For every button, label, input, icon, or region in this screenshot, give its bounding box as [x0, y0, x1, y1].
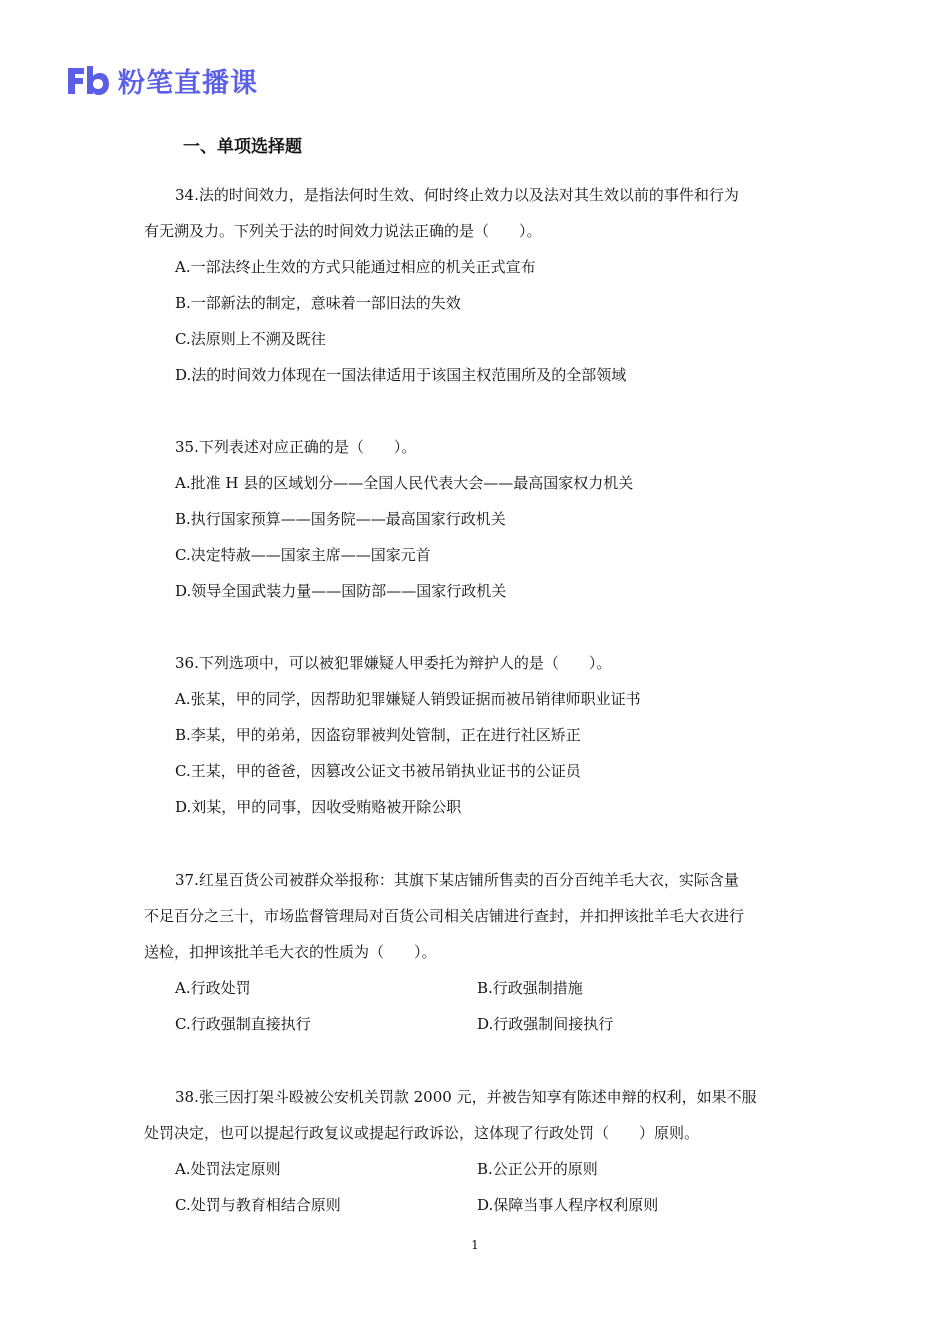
q34-stem-line2: 有无溯及力。下列关于法的时间效力说法正确的是（ ）。: [144, 222, 542, 240]
q35-option-a: A.批准 H 县的区域划分——全国人民代表大会——最高国家权力机关: [175, 474, 634, 492]
q36-stem: 36.下列选项中，可以被犯罪嫌疑人甲委托为辩护人的是（ ）。: [175, 654, 612, 672]
q34-option-d: D.法的时间效力体现在一国法律适用于该国主权范围所及的全部领域: [175, 366, 627, 384]
q34-option-a: A.一部法终止生效的方式只能通过相应的机关正式宣布: [175, 258, 536, 276]
q38-option-d: D.保障当事人程序权利原则: [477, 1196, 659, 1214]
q37-stem-line2: 不足百分之三十，市场监督管理局对百货公司相关店铺进行查封，并扣押该批羊毛大衣进行: [144, 907, 745, 925]
brand-logo: [66, 62, 258, 98]
q37-stem-line3: 送检，扣押该批羊毛大衣的性质为（ ）。: [144, 943, 437, 961]
q38-stem-line2: 处罚决定，也可以提起行政复议或提起行政诉讼，这体现了行政处罚（ ）原则。: [144, 1124, 700, 1142]
q35-option-b: B.执行国家预算——国务院——最高国家行政机关: [175, 510, 506, 528]
q37-option-a: A.行政处罚: [175, 979, 251, 997]
q35-option-d: D.领导全国武装力量——国防部——国家行政机关: [175, 582, 507, 600]
q36-option-c: C.王某，甲的爸爸，因篡改公证文书被吊销执业证书的公证员: [175, 762, 581, 780]
q34-option-b: B.一部新法的制定，意味着一部旧法的失效: [175, 294, 461, 312]
q38-option-b: B.公正公开的原则: [477, 1160, 598, 1178]
q36-option-b: B.李某，甲的弟弟，因盗窃罪被判处管制，正在进行社区矫正: [175, 726, 581, 744]
q34-option-c: C.法原则上不溯及既往: [175, 330, 326, 348]
q35-option-c: C.决定特赦——国家主席——国家元首: [175, 546, 431, 564]
q38-stem-line1: 38.张三因打架斗殴被公安机关罚款 2000 元，并被告知享有陈述申辩的权利，如果不服: [175, 1088, 757, 1106]
q38-option-a: A.处罚法定原则: [175, 1160, 281, 1178]
q38-option-c: C.处罚与教育相结合原则: [175, 1196, 341, 1214]
q37-stem-line1: 37.红星百货公司被群众举报称：其旗下某店铺所售卖的百分百纯羊毛大衣，实际含量: [175, 871, 739, 889]
q36-option-a: A.张某，甲的同学，因帮助犯罪嫌疑人销毁证据而被吊销律师职业证书: [175, 690, 641, 708]
page-number: 1: [471, 1238, 479, 1252]
section-title: 一、单项选择题: [183, 137, 302, 157]
q35-stem: 35.下列表述对应正确的是（ ）。: [175, 438, 417, 456]
q37-option-b: B.行政强制措施: [477, 979, 583, 997]
brand-name: 粉笔直播课: [118, 67, 258, 99]
q34-stem-line1: 34.法的时间效力，是指法何时生效、何时终止效力以及法对其生效以前的事件和行为: [175, 186, 739, 204]
q37-option-d: D.行政强制间接执行: [477, 1015, 614, 1033]
q36-option-d: D.刘某，甲的同事，因收受贿赂被开除公职: [175, 798, 462, 816]
q37-option-c: C.行政强制直接执行: [175, 1015, 311, 1033]
fb-logo-icon: [66, 64, 110, 96]
